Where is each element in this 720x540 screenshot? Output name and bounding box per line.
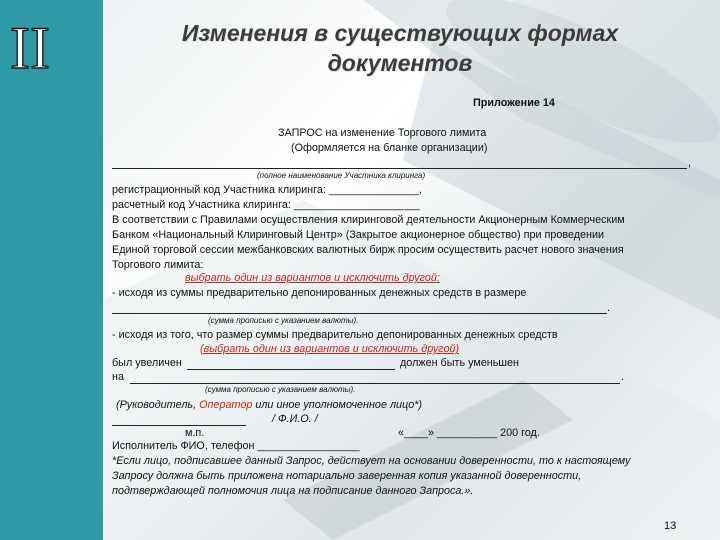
body-paragraph-line-2: Банком «Национальный Клиринговый Центр» (Закрытое акционерное общество) при проведении [112, 229, 605, 241]
executor-line: Исполнитель ФИО, телефон _________________ [112, 440, 360, 452]
title-line-1: Изменения в существующих формах [181, 20, 619, 46]
title-line-2: документов [327, 50, 473, 76]
decreased-label: должен быть уменьшен [400, 357, 519, 369]
amount-line-1 [112, 313, 607, 314]
increased-line [187, 369, 395, 370]
org-name-caption: (полное наименование Участника клиринга) [257, 171, 426, 180]
stamp-label: м.п. [185, 427, 205, 439]
amount-by-label: на [112, 371, 124, 383]
slide-title [105, 18, 695, 78]
footnote-line-1: *Если лицо, подписавшее данный Запрос, действует на основании доверенности, то к настоящему [112, 455, 631, 467]
appendix-label: Приложение 14 [473, 97, 555, 109]
choose-option-note-2: (выбрать один из вариантов и исключить другой) [200, 343, 460, 355]
body-paragraph-line-4: Торгового лимита: [112, 259, 204, 271]
org-name-line [112, 168, 687, 169]
reg-code-line: регистрационный код Участника клиринга: _______________, [112, 184, 422, 196]
left-sidebar [0, 0, 103, 540]
account-code-line: расчетный код Участника клиринга: _____________________ [112, 199, 420, 211]
slide: II Изменения в существующих формах документов Приложение 14 ЗАПРОС на изменение Торгового лимита (Оформляется на бланке организации) , (полное наименование Участника клиринга) регистрационный код Участника клиринга: _______________, расчетный код Участника клиринга: _____________________ В соответствии с Правилами осуществления клиринговой деятельности Акционерным Коммерческим Банком «Национальный Клиринговый Центр» (Закрытое акционерное общество) при проведении Единой торговой сессии межбанковских валютных бирж просим осуществить расчет нового значения Торгового лимита: выбрать один из вариантов и исключить другой: - исходя из суммы предварительно депонированных денежных средств в размере . (сумма прописью с указанием валюты). - исходя из того, что размер суммы предварительно депонированных денежных средств (выбрать один из вариантов и исключить другой) был увеличен должен быть уменьшен на . (сумма прописью с указанием валюты). (Руководитель, Оператор или иное уполномоченное лицо*) / Ф.И.О. / м.п. «____» __________ 200 год. Исполнитель ФИО, телефон _________________ *Если лицо, подписавшее данный Запрос, действует на основании доверенности, то к настоящему Запросу должна быть приложена нотариально заверенная копия указанной доверенности, подтверждающей полномочия лица на подписание данного Запроса.». 13 [0, 0, 720, 540]
option-1-text: - исходя из суммы предварительно депонированных денежных средств в размере [112, 287, 527, 299]
request-title: ЗАПРОС на изменение Торгового лимита [278, 127, 487, 139]
section-numeral-mark [2, 6, 58, 86]
footnote-line-2: Запросу должна быть приложена нотариально заверенная копия указанной доверенности, [112, 470, 582, 482]
signatory-line: (Руководитель, Оператор или иное уполномоченное лицо*) [116, 399, 423, 411]
choose-option-note-1: выбрать один из вариантов и исключить другой: [185, 272, 440, 284]
signature-fio: / Ф.И.О. / [272, 413, 318, 425]
footnote-line-3: подтверждающей полномочия лица на подписание данного Запроса.». [112, 485, 474, 497]
section-numeral: II [10, 15, 50, 81]
date-fields: «____» __________ 200 год. [398, 427, 540, 439]
amount-caption-1: (сумма прописью с указанием валюты). [208, 316, 359, 325]
increased-label: был увеличен [112, 357, 182, 369]
amount-line-2 [130, 383, 620, 384]
page-number: 13 [664, 520, 677, 532]
option-2-text: - исходя из того, что размер суммы предварительно депонированных денежных средств [112, 329, 558, 341]
signature-line [112, 425, 246, 426]
letterhead-note: (Оформляется на бланке организации) [291, 142, 488, 154]
operator-word: Оператор [199, 399, 253, 411]
body-paragraph-line-3: Единой торговой сессии межбанковских валютных бирж просим осуществить расчет нового значения [112, 244, 624, 256]
amount-caption-2: (сумма прописью с указанием валюты). [205, 385, 356, 394]
body-paragraph-line-1: В соответствии с Правилами осуществления клиринговой деятельности Акционерным Коммерческим [112, 214, 625, 226]
